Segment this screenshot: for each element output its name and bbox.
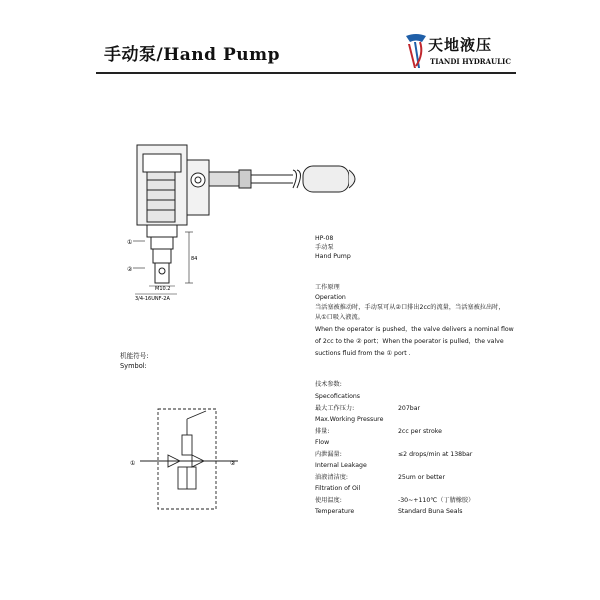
spec-value: ≤2 drops/min at 138bar [398,451,473,458]
model-name-cn: 手动泵 [315,244,334,251]
spec-value: -30~+110℃（丁腈橡胶） [398,497,475,504]
dim-bottom: 3/4-16UNF-2A [135,296,170,302]
port-1-label: ① [127,239,133,246]
symbol-label-cn: 机能符号: [120,352,149,360]
spec-label-en: Temperature [315,508,355,515]
spec-label-cn: 排量: [315,428,330,435]
operation-text-cn-2: 从①口吸入液流。 [315,314,364,321]
page-title: 手动泵/Hand Pump [104,45,280,65]
spec-label-en: Max.Working Pressure [315,416,384,423]
operation-heading-cn: 工作原理 [315,284,340,291]
spec-value: 25um or better [398,474,446,481]
pump-drawing [125,140,385,305]
brand-name-cn: 天地液压 [428,36,493,54]
logo-icon [406,34,426,68]
port-2-label: ② [127,266,133,273]
handle [209,166,355,192]
specs-heading-cn: 技术参数: [315,381,342,388]
dim-side: 84 [191,256,198,262]
model-code: HP-08 [315,235,334,242]
hydraulic-symbol [130,405,250,525]
spec-label-cn: 使用温度: [315,497,342,504]
symbol-port-1: ① [130,460,136,467]
operation-text-en-2: of 2cc to the ② port；When the poerator is pulled，the valve [315,338,504,345]
spec-label-cn: 内泄漏量: [315,451,342,458]
symbol-port-2: ② [230,460,236,467]
spec-label-en: Flow [315,439,330,446]
dim-thread: M10.2 [155,286,171,292]
operation-heading-en: Operation [315,294,346,301]
operation-text-en-1: When the operator is pushed，the valve delivers a nominal flow [315,326,514,333]
operation-text-en-3: suctions fluid from the ① port . [315,350,411,357]
valve-body [137,145,209,225]
spec-label-en: Internal Leakage [315,462,367,469]
cartridge [147,225,177,283]
spec-label-en: Filtration of Oil [315,485,361,492]
spec-value: Standard Buna Seals [398,508,463,515]
spec-value: 2cc per stroke [398,428,442,435]
header-divider [96,72,516,74]
spec-label-cn: 油液清洁度: [315,474,349,481]
specs-heading-en: Specofications [315,393,361,400]
brand-name-en: TIANDI HYDRAULIC [430,57,511,66]
model-name-en: Hand Pump [315,253,351,260]
symbol-label-en: Symbol: [120,362,147,370]
spec-label-cn: 最大工作压力: [315,405,355,412]
operation-text-cn-1: 当活塞被推动时，手动泵可从②口排出2cc的流量，当活塞被拉出时， [315,304,505,311]
spec-value: 207bar [398,405,421,412]
